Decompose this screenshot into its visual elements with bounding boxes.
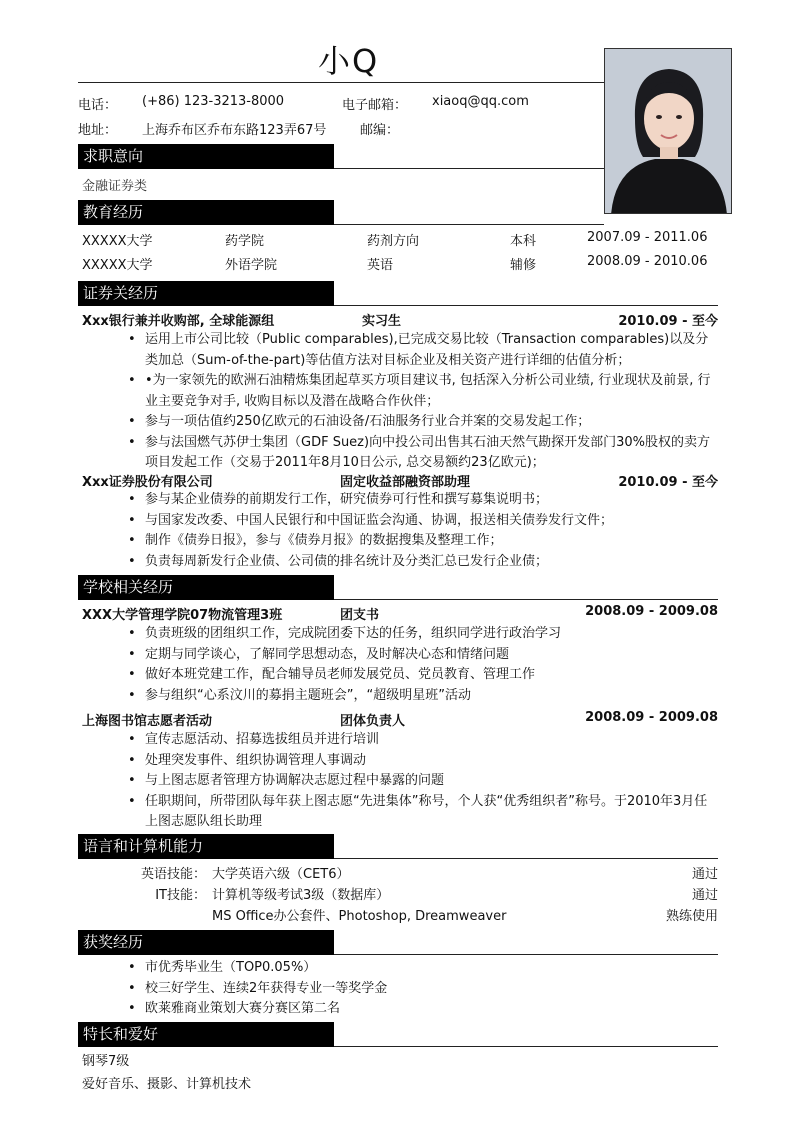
list-item: • 做好本班党建工作，配合辅导员老师发展党员、党员教育、管理工作 [128, 665, 718, 686]
job-header [82, 710, 718, 728]
education-row [82, 230, 718, 248]
section-skills-title: 语言和计算机能力 [78, 834, 334, 859]
section-securities-title: 证券关经历 [78, 281, 334, 306]
list-item: • •为一家领先的欧洲石油精炼集团起草买方项目建议书, 包括深入分析公司业绩, 行业现状及前景, 行业主要竞争对手, 收购目标以及潜在战略合作伙伴； [128, 371, 718, 412]
job-org: Xxx银行兼并收购部, 全球能源组 [82, 314, 275, 329]
portrait-icon [605, 49, 732, 214]
edu-degree: 辅修 [510, 258, 537, 273]
address-label: 地址： [78, 123, 118, 138]
list-item: • 欧莱雅商业策划大赛分赛区第二名 [128, 999, 718, 1020]
job-role: 团支书 [340, 608, 380, 623]
candidate-name: 小Q [318, 42, 380, 80]
section-divider [334, 954, 718, 955]
skill-label: IT技能： [155, 888, 206, 903]
list-item: • 与国家发改委、中国人民银行和中国证监会沟通、协调，报送相关债券发行文件； [128, 511, 718, 532]
section-divider [334, 305, 718, 306]
job-dates: 2008.09 - 2009.08 [585, 604, 718, 619]
edu-school: XXXXX大学 [82, 234, 153, 249]
job-org: 上海图书馆志愿者活动 [82, 714, 213, 729]
section-objective-title: 求职意向 [78, 144, 334, 169]
hobby-item: 爱好音乐、摄影、计算机技术 [82, 1077, 252, 1092]
section-divider [334, 224, 604, 225]
section-hobbies-title: 特长和爱好 [78, 1022, 334, 1047]
hobby-item: 钢琴7级 [82, 1054, 130, 1069]
job-org: Xxx证券股份有限公司 [82, 475, 213, 490]
job-bullet-list [128, 330, 718, 474]
education-row [82, 254, 718, 272]
skill-level: 熟练使用 [665, 909, 718, 924]
job-org: XXX大学管理学院07物流管理3班 [82, 608, 283, 623]
list-item: • 运用上市公司比较（Public comparables),已完成交易比较（Transaction comparables)以及分类加总（Sum-of-the-part)等估值方法对目标企业及相关资产进行详细的估值分析； [128, 330, 718, 371]
job-bullet-list [128, 490, 718, 572]
job-header [82, 471, 718, 489]
section-education-title: 教育经历 [78, 200, 334, 225]
list-item: • 市优秀毕业生（TOP0.05%） [128, 958, 718, 979]
job-bullet-list [128, 730, 718, 833]
phone-label: 电话： [78, 98, 118, 113]
list-item: • 参与某企业债券的前期发行工作，研究债券可行性和撰写募集说明书； [128, 490, 718, 511]
job-role: 固定收益部融资部助理 [340, 475, 471, 490]
skill-row [82, 863, 718, 883]
list-item: • 校三好学生、连续2年获得专业一等奖学金 [128, 979, 718, 1000]
section-divider [334, 858, 718, 859]
skill-value: 大学英语六级（CET6） [212, 867, 350, 882]
job-header [82, 310, 718, 328]
list-item: • 制作《债券日报》，参与《债券月报》的数据搜集及整理工作； [128, 531, 718, 552]
skill-label: 英语技能： [140, 867, 206, 882]
job-role: 实习生 [362, 314, 402, 329]
job-dates: 2010.09 - 至今 [618, 314, 718, 329]
profile-photo [604, 48, 732, 214]
edu-dates: 2008.09 - 2010.06 [587, 254, 708, 269]
job-dates: 2010.09 - 至今 [618, 475, 718, 490]
job-header [82, 604, 718, 622]
edu-dates: 2007.09 - 2011.06 [587, 230, 708, 245]
list-item: • 定期与同学谈心，了解同学思想动态，及时解决心态和情绪问题 [128, 645, 718, 666]
list-item: • 参与一项估值约250亿欧元的石油设备/石油服务行业合并案的交易发起工作； [128, 412, 718, 433]
edu-school: XXXXX大学 [82, 258, 153, 273]
skill-value: MS Office办公套件、Photoshop, Dreamweaver [212, 909, 507, 924]
phone-value: (+86) 123-3213-8000 [142, 94, 285, 109]
section-divider [334, 168, 604, 169]
job-bullet-list [128, 624, 718, 706]
section-school-title: 学校相关经历 [78, 575, 334, 600]
section-divider [334, 599, 718, 600]
address-value: 上海乔布区乔布东路123弄67号 [142, 123, 327, 138]
list-item: • 处理突发事件、组织协调管理人事调动 [128, 751, 718, 772]
list-item: • 任职期间，所带团队每年获上图志愿“先进集体”称号，个人获“优秀组织者”称号。于2010年3月任上图志愿队组长助理 [128, 792, 718, 833]
skill-row [82, 884, 718, 904]
edu-major: 药剂方向 [367, 234, 420, 249]
list-item: • 与上图志愿者管理方协调解决志愿过程中暴露的问题 [128, 771, 718, 792]
skill-value: 计算机等级考试3级（数据库） [212, 888, 390, 903]
skill-level: 通过 [691, 867, 718, 882]
skill-row [82, 905, 718, 925]
job-role: 团体负责人 [340, 714, 406, 729]
edu-college: 外语学院 [225, 258, 278, 273]
edu-college: 药学院 [225, 234, 265, 249]
section-divider [334, 1046, 718, 1047]
zip-label: 邮编： [360, 123, 400, 138]
header-divider [78, 82, 605, 83]
list-item: • 负责每周新发行企业债、公司债的排名统计及分类汇总已发行企业债； [128, 552, 718, 573]
edu-degree: 本科 [510, 234, 537, 249]
list-item: • 参与组织“心系汶川的募捐主题班会”，“超级明星班”活动 [128, 686, 718, 707]
skill-level: 通过 [691, 888, 718, 903]
list-item: • 参与法国燃气苏伊士集团（GDF Suez)向中投公司出售其石油天然气勘探开发部门30%股权的卖方项目发起工作（交易于2011年8月10日公示, 总交易额约23亿欧元)； [128, 433, 718, 474]
awards-list [128, 958, 718, 1020]
list-item: • 负责班级的团组织工作，完成院团委下达的任务，组织同学进行政治学习 [128, 624, 718, 645]
objective-text: 金融证券类 [82, 179, 148, 194]
list-item: • 宣传志愿活动、招募选拔组员并进行培训 [128, 730, 718, 751]
edu-major: 英语 [367, 258, 394, 273]
email-label: 电子邮箱： [342, 98, 408, 113]
email-value[interactable]: xiaoq@qq.com [432, 94, 529, 109]
job-dates: 2008.09 - 2009.08 [585, 710, 718, 725]
section-awards-title: 获奖经历 [78, 930, 334, 955]
